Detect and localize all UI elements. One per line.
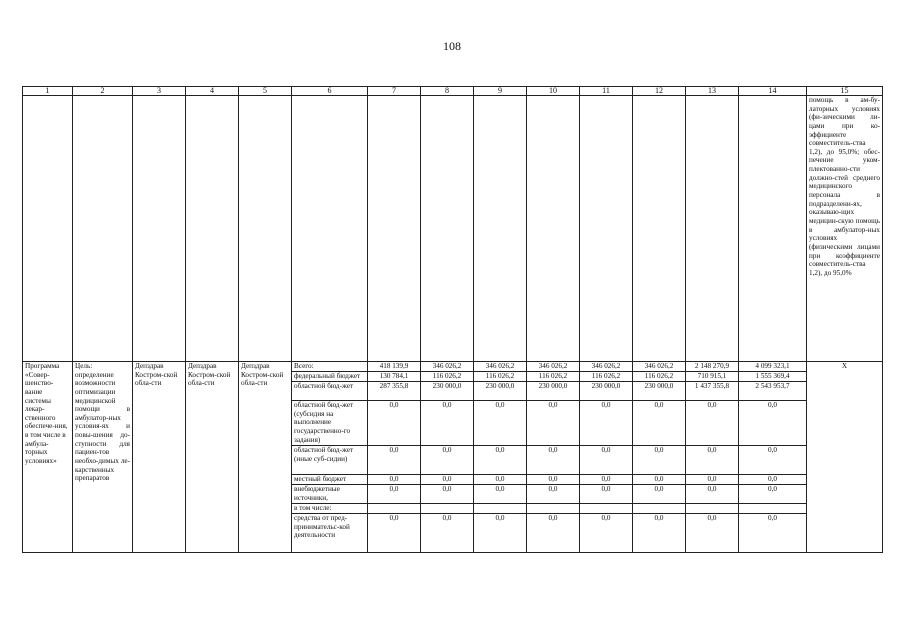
value-cell: 346 026,2 (580, 362, 633, 372)
value-cell: 0,0 (580, 475, 633, 485)
header-cell: 6 (292, 87, 368, 96)
value-cell: 710 915,1 (686, 372, 739, 382)
value-cell (633, 504, 686, 514)
value-cell: 0,0 (368, 485, 421, 504)
value-cell: 1 437 355,8 (686, 382, 739, 401)
value-cell: 130 784,1 (368, 372, 421, 382)
col5-executor: Депздрав Костром-ской обла-сти (239, 362, 292, 553)
value-cell: 2 543 953,7 (739, 382, 807, 401)
value-cell (686, 504, 739, 514)
row-label: средства от пред-принимательс-кой деятельности (292, 514, 368, 553)
value-cell: 0,0 (686, 446, 739, 475)
value-cell: 0,0 (633, 401, 686, 446)
value-cell: 0,0 (474, 485, 527, 504)
value-cell: 0,0 (686, 401, 739, 446)
header-cell: 14 (739, 87, 807, 96)
value-cell: 0,0 (633, 485, 686, 504)
value-cell: 0,0 (633, 514, 686, 553)
value-cell: 0,0 (580, 401, 633, 446)
value-cell: 0,0 (686, 485, 739, 504)
value-cell: 0,0 (527, 514, 580, 553)
value-cell: 116 026,2 (421, 372, 474, 382)
value-cell: 230 000,0 (580, 382, 633, 401)
value-cell: 0,0 (580, 485, 633, 504)
value-cell: 0,0 (368, 446, 421, 475)
program-name: Программа «Совер-шенство-вание системы лекар-ственного обеспече-ния, в том числе в амбула-торных условиях» (23, 362, 73, 553)
value-cell: 116 026,2 (580, 372, 633, 382)
value-cell: 0,0 (739, 514, 807, 553)
value-cell: 0,0 (527, 475, 580, 485)
value-cell: 0,0 (474, 475, 527, 485)
col3-executor: Депздрав Костром-ской обла-сти (133, 362, 186, 553)
value-cell: 0,0 (686, 514, 739, 553)
col15-mark: Х (807, 362, 883, 553)
header-cell: 10 (527, 87, 580, 96)
value-cell: 0,0 (686, 475, 739, 485)
value-cell: 0,0 (368, 475, 421, 485)
value-cell: 346 026,2 (633, 362, 686, 372)
col4-executor: Депздрав Костром-ской обла-сти (186, 362, 239, 553)
value-cell: 0,0 (368, 514, 421, 553)
value-cell: 1 555 369,4 (739, 372, 807, 382)
header-cell: 11 (580, 87, 633, 96)
header-cell: 7 (368, 87, 421, 96)
value-cell: 230 000,0 (527, 382, 580, 401)
header-cell: 2 (73, 87, 133, 96)
value-cell: 0,0 (739, 401, 807, 446)
row-label: местный бюджет (292, 475, 368, 485)
value-cell: 0,0 (421, 401, 474, 446)
table-row (23, 362, 883, 372)
value-cell: 2 148 270,9 (686, 362, 739, 372)
value-cell (580, 504, 633, 514)
continuation-text: помощь в ам-булаторных условиях (фи-зическими ли-цами при ко-эффициенте совместитель-ства 1,2), до 95,0%; обес-печение уком-плектованно-сти должно-стей среднего медицинского персонала в подразделени-ях, оказываю-щих медицин-скую помощь в амбулатор-ных условиях (физическими лицами при коэффициенте совместитель-ства 1,2), до 95,0% (807, 96, 883, 362)
value-cell: 0,0 (633, 446, 686, 475)
value-cell: 0,0 (580, 446, 633, 475)
value-cell: 0,0 (474, 446, 527, 475)
value-cell: 0,0 (421, 485, 474, 504)
value-cell: 116 026,2 (633, 372, 686, 382)
row-label: Всего: (292, 362, 368, 372)
row-label: областной бюд-жет (иные суб-сидии) (292, 446, 368, 475)
page-number: 108 (443, 39, 461, 53)
value-cell: 418 139,9 (368, 362, 421, 372)
header-cell: 3 (133, 87, 186, 96)
value-cell: 230 000,0 (474, 382, 527, 401)
value-cell: 0,0 (368, 401, 421, 446)
value-cell (368, 504, 421, 514)
value-cell: 0,0 (527, 446, 580, 475)
value-cell: 0,0 (421, 475, 474, 485)
value-cell: 287 355,8 (368, 382, 421, 401)
value-cell: 0,0 (580, 514, 633, 553)
value-cell: 230 000,0 (633, 382, 686, 401)
value-cell: 0,0 (527, 401, 580, 446)
funding-table (22, 86, 883, 553)
value-cell: 346 026,2 (474, 362, 527, 372)
value-cell: 346 026,2 (527, 362, 580, 372)
value-cell (527, 504, 580, 514)
value-cell: 0,0 (739, 446, 807, 475)
header-cell: 4 (186, 87, 239, 96)
value-cell: 0,0 (739, 475, 807, 485)
value-cell: 116 026,2 (527, 372, 580, 382)
value-cell: 0,0 (421, 446, 474, 475)
row-label: в том числе: (292, 504, 368, 514)
value-cell: 230 000,0 (421, 382, 474, 401)
row-label: областной бюд-жет (292, 382, 368, 401)
value-cell: 0,0 (633, 475, 686, 485)
header-row (23, 87, 883, 96)
header-cell: 8 (421, 87, 474, 96)
header-cell: 5 (239, 87, 292, 96)
header-cell: 15 (807, 87, 883, 96)
value-cell: 0,0 (739, 485, 807, 504)
value-cell (474, 504, 527, 514)
value-cell: 0,0 (474, 401, 527, 446)
value-cell: 116 026,2 (474, 372, 527, 382)
header-cell: 12 (633, 87, 686, 96)
header-cell: 13 (686, 87, 739, 96)
value-cell: 4 099 323,1 (739, 362, 807, 372)
value-cell: 0,0 (527, 485, 580, 504)
header-cell: 1 (23, 87, 73, 96)
value-cell: 0,0 (474, 514, 527, 553)
value-cell: 0,0 (421, 514, 474, 553)
row-label: федеральный бюджет (292, 372, 368, 382)
value-cell (421, 504, 474, 514)
program-goal: Цель: определение возможности оптимизации медицинской помощи в амбулатор-ных условия-ях и повы-шения до-ступности для пациен-тов необхо-димых ле-карственных препаратов (73, 362, 133, 553)
continuation-row (23, 96, 883, 362)
header-cell: 9 (474, 87, 527, 96)
row-label: областной бюд-жет (субсидия на выполнение государственно-го задания) (292, 401, 368, 446)
row-label: внебюджетные источники, (292, 485, 368, 504)
value-cell: 346 026,2 (421, 362, 474, 372)
value-cell (739, 504, 807, 514)
